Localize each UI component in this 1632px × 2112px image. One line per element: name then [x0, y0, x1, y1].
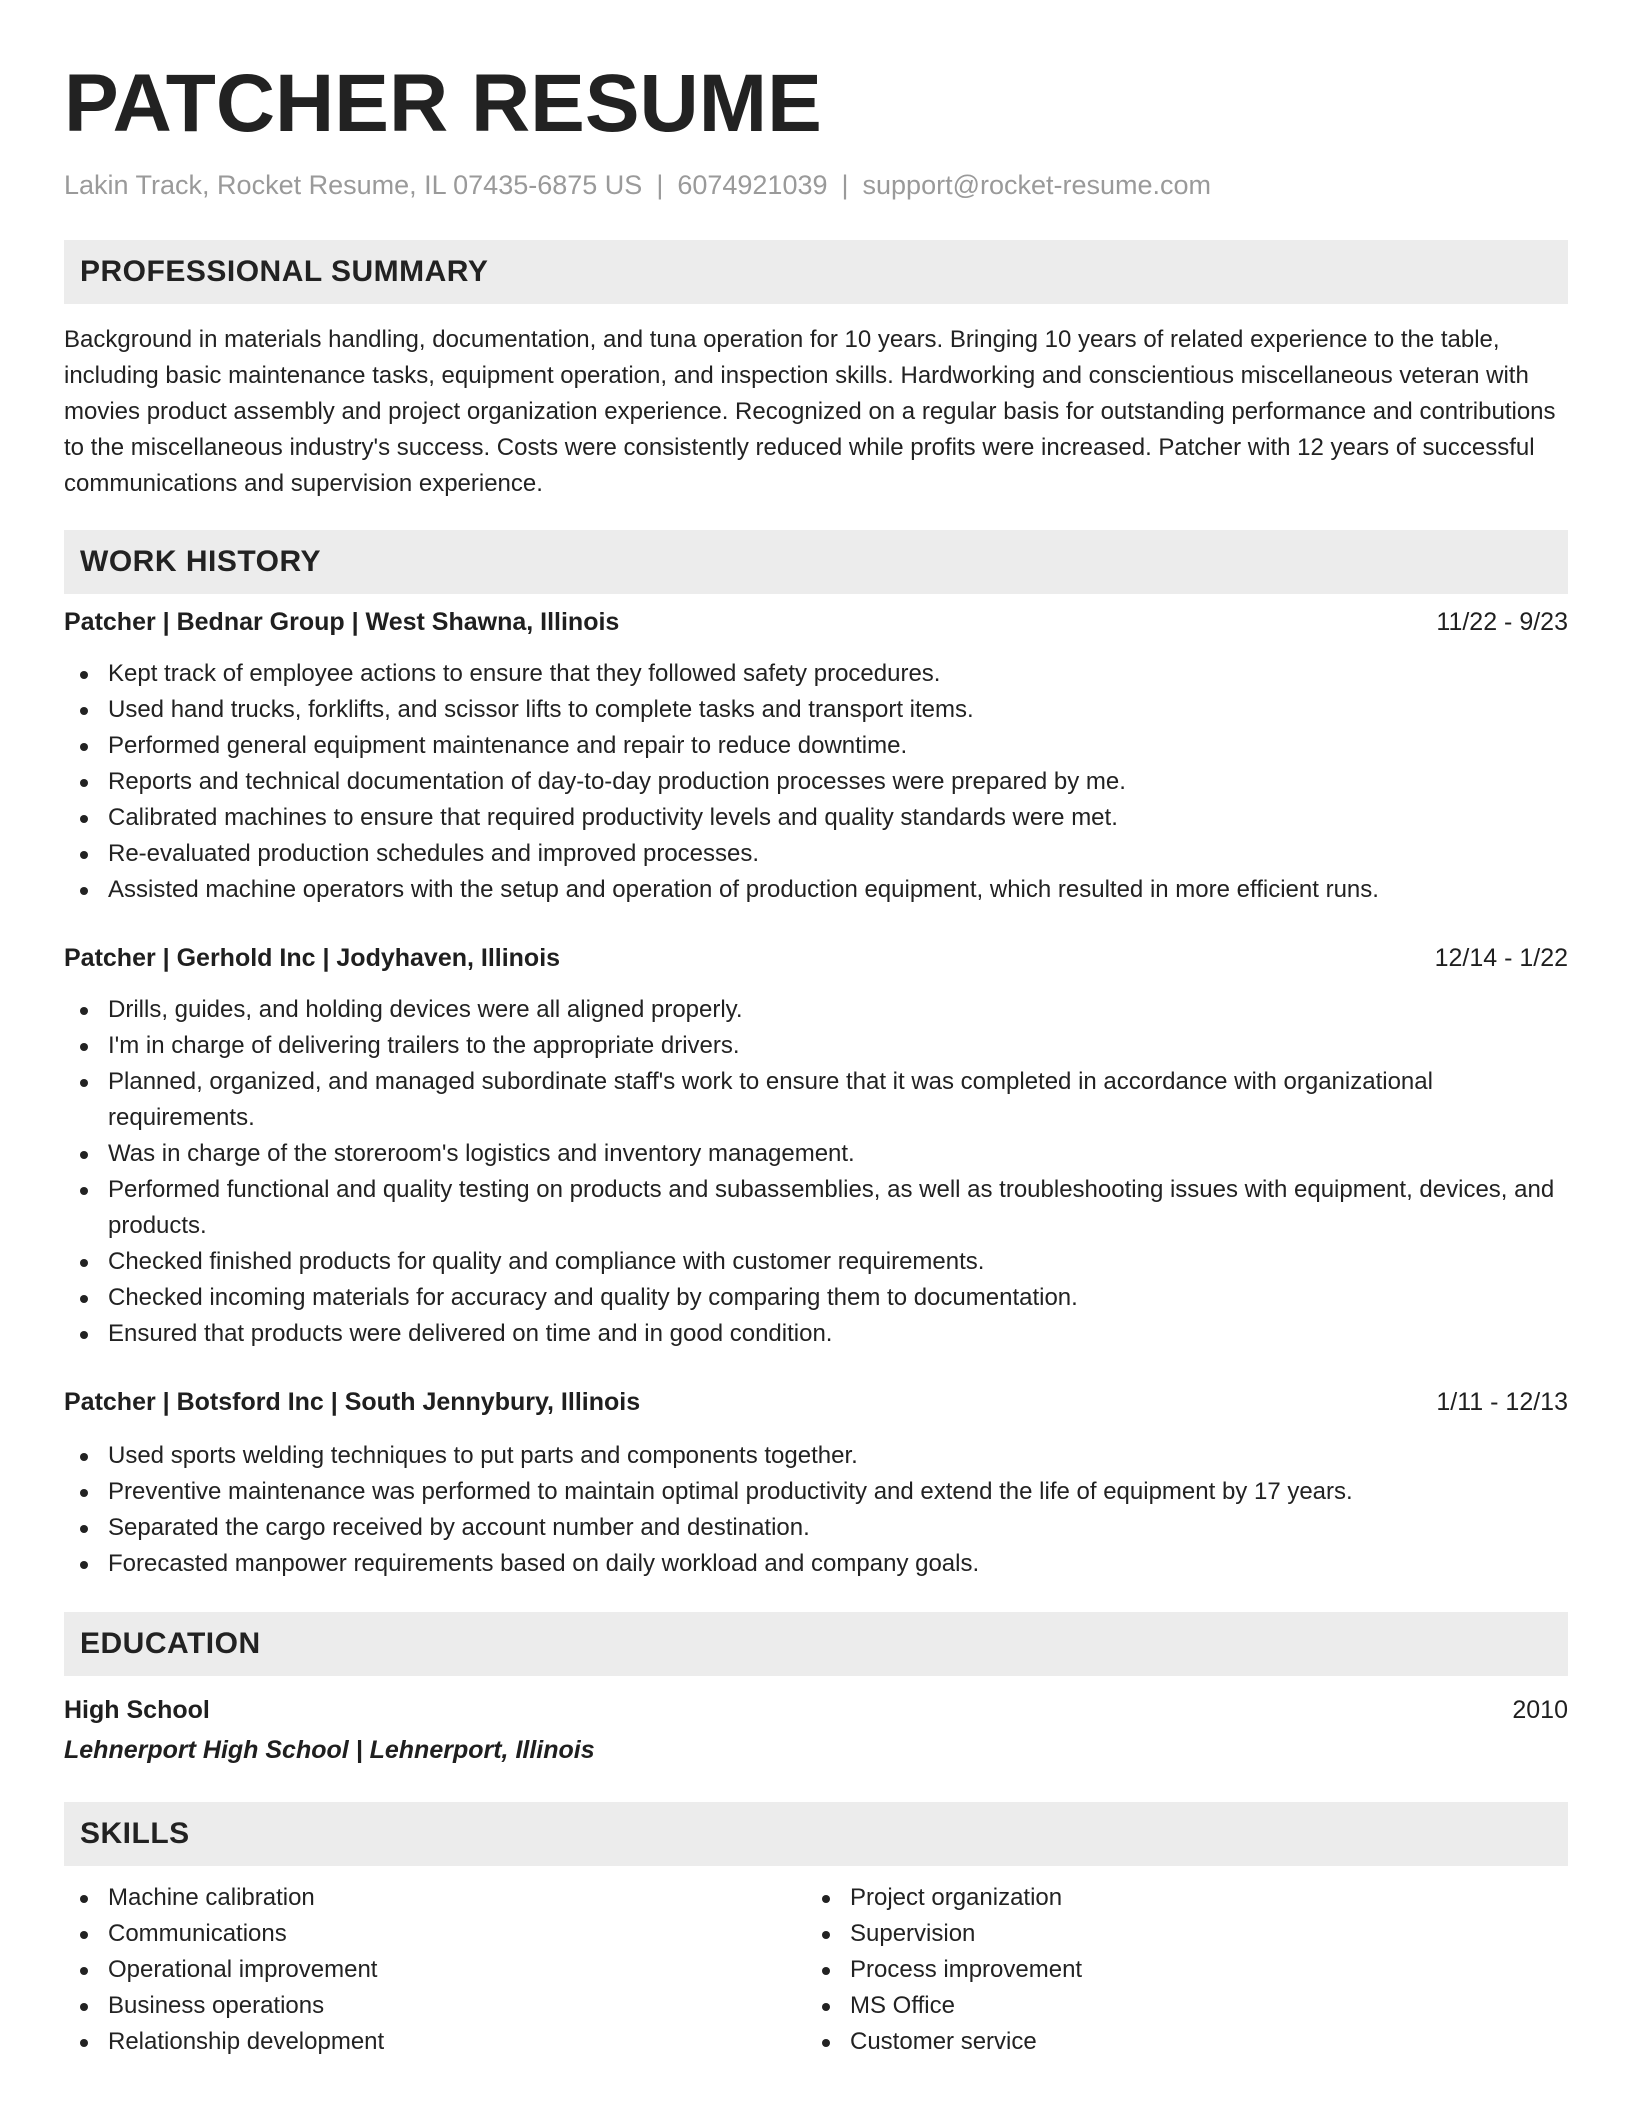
job-bullet: Checked finished products for quality and compliance with customer requirements. — [64, 1244, 1568, 1280]
job-bullet: Was in charge of the storeroom's logistics and inventory management. — [64, 1136, 1568, 1172]
job-bullet: Performed functional and quality testing on products and subassemblies, as well as troubleshooting issues with equipment, devices, and products. — [64, 1172, 1568, 1244]
job-bullet: Used hand trucks, forklifts, and scissor lifts to complete tasks and transport items. — [64, 692, 1568, 728]
education-degree: High School — [64, 1696, 210, 1724]
job-bullet-list — [64, 656, 1568, 908]
job-bullet: Kept track of employee actions to ensure that they followed safety procedures. — [64, 656, 1568, 692]
job-bullet: Assisted machine operators with the setup and operation of production equipment, which resulted in more efficient runs. — [64, 872, 1568, 908]
contact-phone: 6074921039 — [677, 170, 828, 200]
skills-list-left — [64, 1880, 806, 2060]
job-bullet: Reports and technical documentation of day-to-day production processes were prepared by me. — [64, 764, 1568, 800]
job-bullet: Forecasted manpower requirements based on daily workload and company goals. — [64, 1546, 1568, 1582]
contact-line — [64, 168, 1568, 202]
job-title: Patcher | Bednar Group | West Shawna, Illinois — [64, 608, 620, 636]
job-header — [64, 940, 1568, 976]
skill-item: Relationship development — [64, 2024, 806, 2060]
job-bullet: Drills, guides, and holding devices were all aligned properly. — [64, 992, 1568, 1028]
job-bullet-list — [64, 1438, 1568, 1582]
education-heading: EDUCATION — [64, 1612, 1568, 1676]
job-header — [64, 604, 1568, 640]
job-dates: 12/14 - 1/22 — [1434, 944, 1568, 972]
skill-item: Project organization — [806, 1880, 1548, 1916]
skill-item: Operational improvement — [64, 1952, 806, 1988]
skill-item: Process improvement — [806, 1952, 1548, 1988]
job-bullet: Performed general equipment maintenance and repair to reduce downtime. — [64, 728, 1568, 764]
skills-list-right — [806, 1880, 1548, 2060]
job-title: Patcher | Botsford Inc | South Jennybury, Illinois — [64, 1388, 641, 1416]
job-entry — [64, 940, 1568, 1352]
job-bullet: Separated the cargo received by account number and destination. — [64, 1510, 1568, 1546]
skill-item: Communications — [64, 1916, 806, 1952]
job-bullet: I'm in charge of delivering trailers to the appropriate drivers. — [64, 1028, 1568, 1064]
job-bullet: Planned, organized, and managed subordinate staff's work to ensure that it was completed in accordance with organizational requirements. — [64, 1064, 1568, 1136]
skills-heading: SKILLS — [64, 1802, 1568, 1866]
job-bullet: Re-evaluated production schedules and improved processes. — [64, 836, 1568, 872]
resume-name: PATCHER RESUME — [64, 58, 822, 149]
job-bullet: Checked incoming materials for accuracy and quality by comparing them to documentation. — [64, 1280, 1568, 1316]
job-dates: 11/22 - 9/23 — [1436, 608, 1568, 636]
work-history-heading: WORK HISTORY — [64, 530, 1568, 594]
skill-item: Machine calibration — [64, 1880, 806, 1916]
job-bullet: Preventive maintenance was performed to maintain optimal productivity and extend the life of equipment by 17 years. — [64, 1474, 1568, 1510]
skill-item: Supervision — [806, 1916, 1548, 1952]
summary-text: Background in materials handling, documentation, and tuna operation for 10 years. Bringing 10 years of related experience to the table, including basic maintenance tasks, equipment operation, and inspection skills. Hardworking and conscientious miscellaneous veteran with movies product assembly and project organization experience. Recognized on a regular basis for outstanding performance and contributions to the miscellaneous industry's success. Costs were consistently reduced while profits were increased. Patcher with 12 years of successful communications and supervision experience. — [64, 326, 1556, 497]
job-dates: 1/11 - 12/13 — [1436, 1388, 1568, 1416]
summary-heading: PROFESSIONAL SUMMARY — [64, 240, 1568, 304]
job-bullet-list — [64, 992, 1568, 1352]
contact-separator: | — [841, 170, 849, 200]
skill-item: Business operations — [64, 1988, 806, 2024]
education-year: 2010 — [1512, 1696, 1568, 1724]
resume-page — [64, 0, 1568, 2060]
contact-email: support@rocket-resume.com — [862, 170, 1212, 200]
contact-separator: | — [656, 170, 664, 200]
skill-item: MS Office — [806, 1988, 1548, 2024]
education-header — [64, 1692, 1568, 1728]
skills-columns — [64, 1880, 1568, 2060]
skill-item: Customer service — [806, 2024, 1548, 2060]
job-title: Patcher | Gerhold Inc | Jodyhaven, Illinois — [64, 944, 561, 972]
job-bullet: Used sports welding techniques to put parts and components together. — [64, 1438, 1568, 1474]
job-bullet: Ensured that products were delivered on time and in good condition. — [64, 1316, 1568, 1352]
job-header — [64, 1384, 1568, 1420]
job-bullet: Calibrated machines to ensure that required productivity levels and quality standards were met. — [64, 800, 1568, 836]
job-entry — [64, 1384, 1568, 1582]
contact-address: Lakin Track, Rocket Resume, IL 07435-6875 US — [64, 170, 643, 200]
education-school: Lehnerport High School | Lehnerport, Illinois — [64, 1736, 595, 1764]
job-entry — [64, 604, 1568, 908]
education-entry — [64, 1692, 1568, 1768]
